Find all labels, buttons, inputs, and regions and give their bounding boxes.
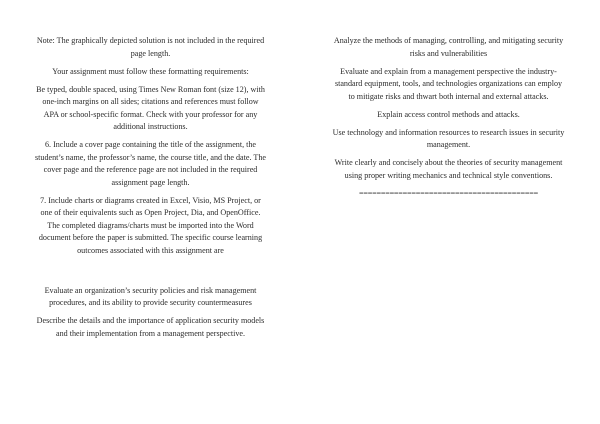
- typing-requirements-paragraph: Be typed, double spaced, using Times New Roman font (size 12), with one-inch margins on all sides; citations and references must follow APA or school-specific format. Check with your professor for any additional instructions.: [36, 84, 265, 131]
- cover-page-paragraph: 6. Include a cover page containing the title of the assignment, the student’s name, the professor’s name, the course title, and the date. The cover page and the reference page are not included in the required assignment page length.: [35, 140, 266, 187]
- note-paragraph: Note: The graphically depicted solution is not included in the required page length.: [36, 36, 265, 58]
- column-spacer: [34, 263, 267, 285]
- separator-line: =========================================: [359, 188, 538, 198]
- outcome-evaluate-policies: Evaluate an organization’s security policies and risk management procedures, and its ability to provide security countermeasures: [44, 285, 257, 307]
- outcome-describe-security-models: Describe the details and the importance of application security models and their implementation from a management perspective.: [36, 316, 265, 338]
- formatting-intro-paragraph: Your assignment must follow these formatting requirements:: [52, 66, 249, 76]
- outcome-use-technology: Use technology and information resources to research issues in security management.: [332, 127, 565, 149]
- outcome-analyze-methods: Analyze the methods of managing, controlling, and mitigating security risks and vulnerabilities: [333, 36, 564, 58]
- outcome-write-clearly: Write clearly and concisely about the theories of security management using proper writing mechanics and technical style conventions.: [334, 158, 563, 180]
- outcome-access-control: Explain access control methods and attacks.: [377, 109, 520, 119]
- right-column: [332, 35, 565, 200]
- left-column: [34, 35, 267, 346]
- charts-diagrams-paragraph: 7. Include charts or diagrams created in Excel, Visio, MS Project, or one of their equivalents such as Open Project, Dia, and OpenOffice. The completed diagrams/charts must be imported into the Word document before the paper is submitted. The specific course learning outcomes associated with this assignment are: [38, 195, 263, 255]
- outcome-evaluate-equipment: Evaluate and explain from a management perspective the industry-standard equipment, tools, and technologies organizations can employ to mitigate risks and thwart both internal and external attacks.: [334, 66, 563, 101]
